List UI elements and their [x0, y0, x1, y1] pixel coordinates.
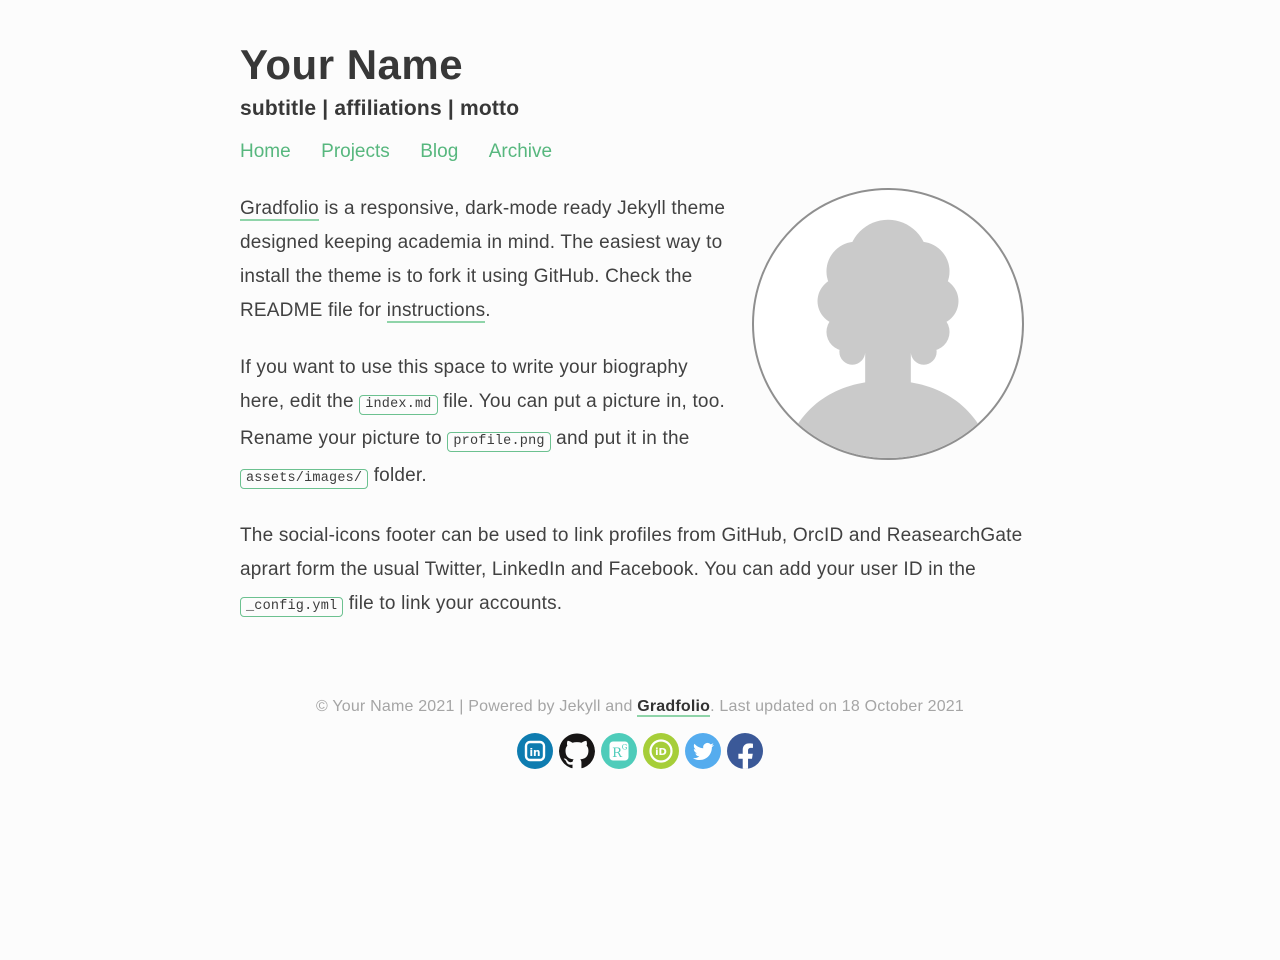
github-icon: [559, 733, 595, 769]
svg-text:G: G: [621, 743, 628, 752]
page-container: [240, 0, 1040, 769]
social-icons-row: [240, 733, 1040, 769]
inline-code: profile.png: [447, 432, 550, 452]
page-subtitle: subtitle | affiliations | motto: [240, 97, 520, 120]
nav-link-home[interactable]: Home: [240, 141, 291, 163]
orcid-icon: [643, 733, 679, 769]
svg-text:iD: iD: [655, 747, 667, 759]
facebook-icon: [737, 743, 754, 769]
person-silhouette-icon: [754, 190, 1022, 458]
social-link-linkedin[interactable]: [517, 733, 553, 769]
inline-code: _config.yml: [240, 597, 343, 617]
nav-link-blog[interactable]: Blog: [420, 141, 459, 163]
nav-link-archive[interactable]: Archive: [488, 141, 553, 163]
social-link-github[interactable]: [559, 733, 595, 769]
inline-code: assets/images/: [240, 469, 368, 489]
inline-link[interactable]: Gradfolio: [637, 698, 711, 716]
inline-link[interactable]: instructions: [386, 300, 486, 322]
social-link-facebook[interactable]: [727, 733, 763, 769]
researchgate-icon: [601, 733, 637, 769]
inline-code: index.md: [359, 395, 437, 415]
social-paragraph: The social-icons footer can be used to link profiles from GitHub, OrcID and ReasearchGate aprart form the usual Twitter, LinkedIn and Facebook. You can add your user ID in the _config.yml file to link your accounts.: [240, 519, 1040, 624]
social-link-orcid[interactable]: [643, 733, 679, 769]
svg-text:R: R: [612, 746, 622, 762]
page-title: Your Name: [240, 41, 464, 88]
inline-link[interactable]: Gradfolio: [240, 198, 319, 220]
site-header: [240, 41, 1040, 163]
svg-text:in: in: [529, 747, 541, 760]
bio-paragraph: If you want to use this space to write your biography here, edit the index.md file. You can put a picture in, too. Rename your picture to profile.png and put it in the assets/images/ folder.: [240, 351, 1040, 496]
site-footer: [240, 647, 1040, 769]
twitter-icon: [693, 741, 714, 762]
main-nav: [240, 141, 1040, 163]
footer-credit: © Your Name 2021 | Powered by Jekyll and Gradfolio. Last updated on 18 October 2021: [315, 698, 965, 716]
intro-paragraph: Gradfolio is a responsive, dark-mode ready Jekyll theme designed keeping academia in mind. The easiest way to install the theme is to fork it using GitHub. Check the README file for instructions.: [240, 198, 726, 322]
social-link-twitter[interactable]: [685, 733, 721, 769]
linkedin-icon: [517, 733, 553, 769]
main-content: [240, 192, 1040, 624]
nav-link-projects[interactable]: Projects: [321, 141, 390, 163]
social-link-researchgate[interactable]: [601, 733, 637, 769]
profile-picture: [752, 188, 1024, 460]
